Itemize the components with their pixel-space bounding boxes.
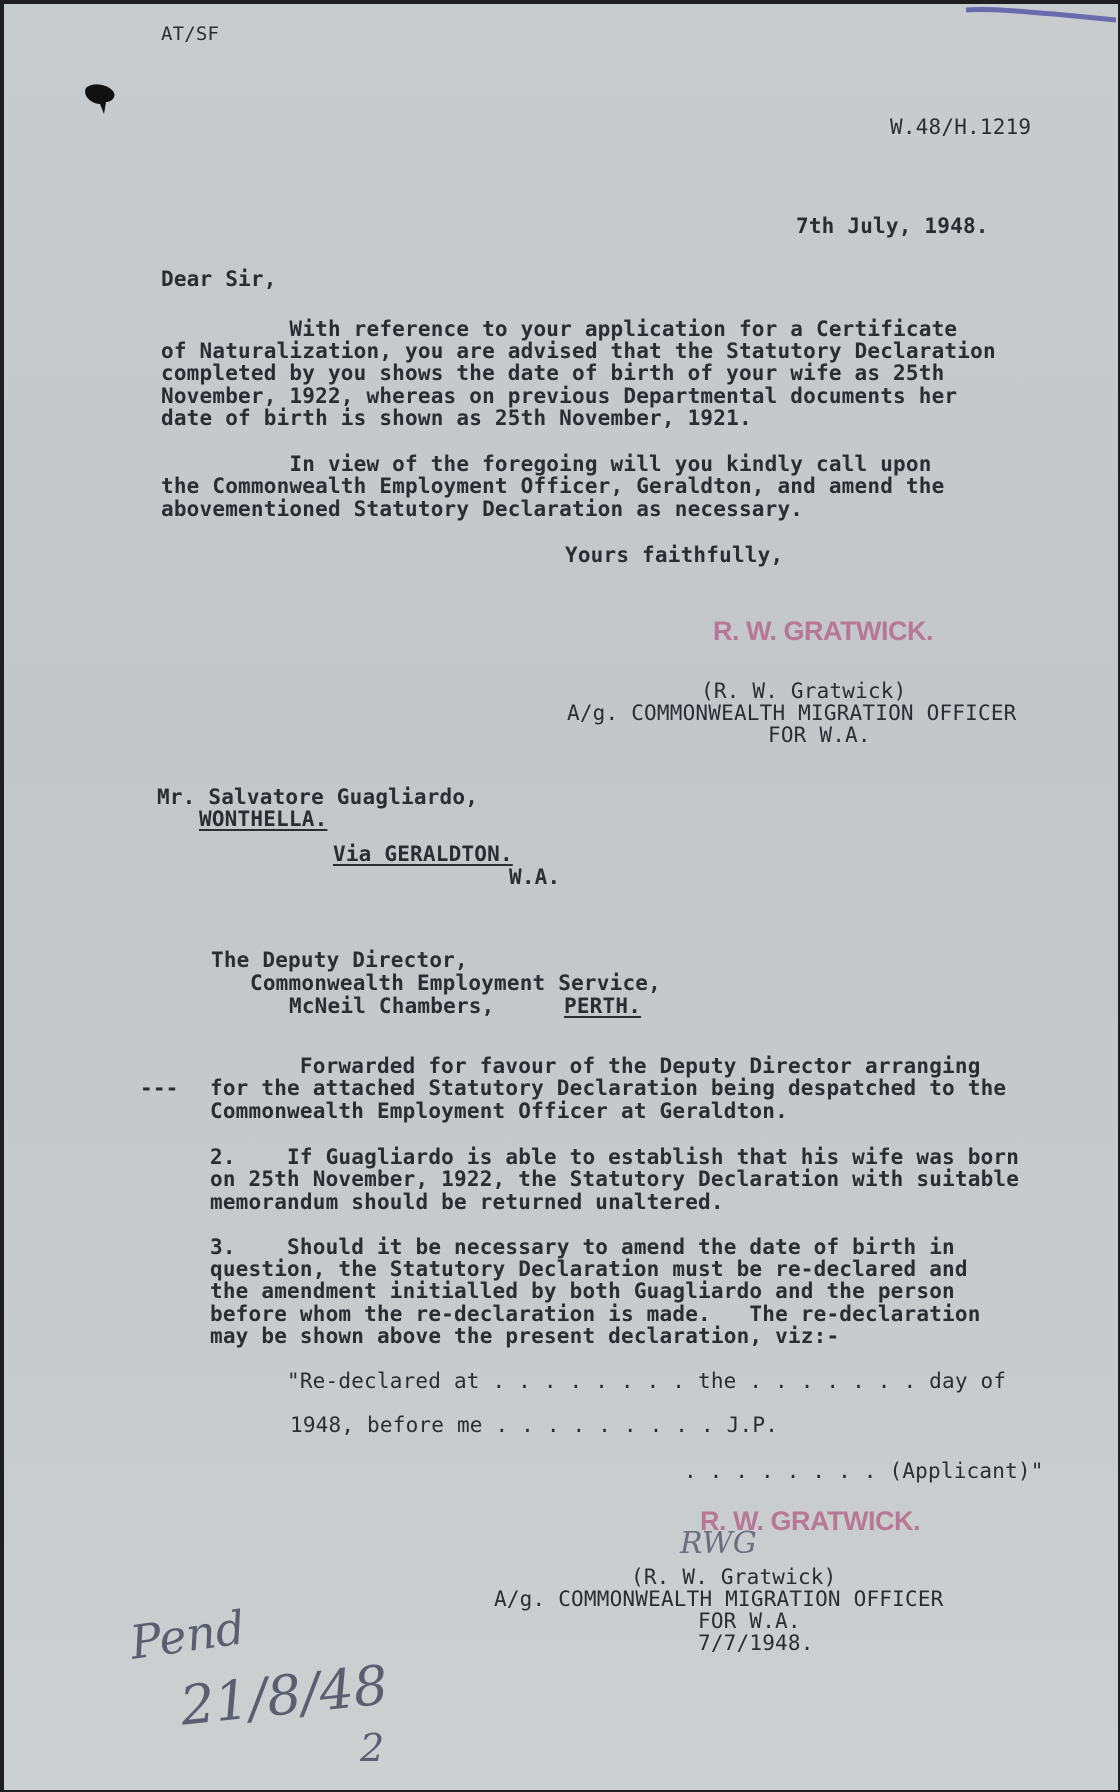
addressee-place: WONTHELLA. [199, 807, 328, 831]
redeclaration-form-line-3: . . . . . . . . (Applicant)" [684, 1459, 1044, 1483]
memo-signatory-title: A/g. COMMONWEALTH MIGRATION OFFICER [494, 1587, 944, 1611]
addressee-state: W.A. [509, 865, 561, 889]
document-page: AT/SF W.48/H.1219 7th July, 1948. Dear Sir, With reference to your application for a Certificate of Naturalization, you are advised that the Statutory Declaration completed by you shows the date of birth of your wife as 25th November, 1922, whereas on previous Departmental documents her date of birth is shown as 25th November, 1921. In view of the foregoing will you kindly call upon the Commonwealth Employment Officer, Geraldton, and amend the abovementioned Statutory Declaration as necessary. Yours faithfully, R. W. GRATWICK. (R. W. Gratwick) A/g. COMMONWEALTH MIGRATION OFFICER FOR W.A. Mr. Salvatore Guagliardo, WONTHELLA. Via GERALDTON. W.A. The Deputy Director, Commonwealth Employment Service, McNeil Chambers, PERTH. --- Forwarded for favour of the Deputy Director arranging for the attached Statutory Declaration being despatched to the Commonwealth Employment Officer at Geraldton. 2. If Guagliardo is able to establish that his wife was born on 25th November, 1922, the Statutory Declaration with suitable memorandum should be returned unaltered. 3. Should it be necessary to amend the date of birth in question, the Statutory Declaration must be re-declared and the amendment initialled by both Guagliardo and the person before whom the re-declaration is made. The re-declaration may be shown above the present declaration, viz:- "Re-declared at . . . . . . . . the . . . . . . . day of 1948, before me . . . . . . . . . J.P. . . . . . . . . (Applicant)" R. W. GRATWICK. RWG (R. W. Gratwick) A/g. COMMONWEALTH MIGRATION OFFICER FOR W.A. 7/7/1948. Pend 21/8/48 2 [4, 4, 1118, 1790]
signatory-region: FOR W.A. [768, 723, 871, 747]
memo-recipient-1: The Deputy Director, [211, 948, 468, 972]
closing: Yours faithfully, [565, 543, 784, 567]
margin-dash: --- [140, 1076, 179, 1100]
signature-stamp: R. W. GRATWICK. [713, 616, 933, 646]
memo-recipient-3: McNeil Chambers, [289, 994, 495, 1018]
memo-signatory-name: (R. W. Gratwick) [631, 1565, 837, 1589]
redeclaration-form-line-1: "Re-declared at . . . . . . . . the . . . . . . . day of [287, 1369, 1007, 1393]
typist-initials: AT/SF [161, 23, 220, 45]
signatory-name: (R. W. Gratwick) [701, 679, 907, 703]
salutation: Dear Sir, [161, 267, 277, 291]
blue-pencil-mark [964, 4, 1118, 28]
letter-date: 7th July, 1948. [796, 214, 989, 238]
redeclaration-form-line-2: 1948, before me . . . . . . . . . J.P. [290, 1413, 779, 1437]
memo-recipient-city: PERTH. [564, 994, 642, 1018]
memo-recipient-2: Commonwealth Employment Service, [250, 971, 661, 995]
addressee-via: Via GERALDTON. [333, 842, 513, 866]
addressee-name: Mr. Salvatore Guagliardo, [157, 785, 479, 809]
memo-signatory-date: 7/7/1948. [698, 1631, 814, 1655]
handwritten-annotation-2: 21/8/48 [177, 1653, 391, 1738]
memo-signature-stamp: R. W. GRATWICK. [700, 1506, 920, 1536]
handwritten-initials: RWG [680, 1526, 757, 1561]
signatory-title: A/g. COMMONWEALTH MIGRATION OFFICER [567, 701, 1017, 725]
handwritten-annotation-1: Pend [126, 1600, 249, 1670]
file-reference: W.48/H.1219 [890, 115, 1032, 139]
handwritten-annotation-3: 2 [360, 1726, 385, 1770]
ink-blot-mark [82, 82, 122, 118]
memo-signatory-region: FOR W.A. [698, 1609, 801, 1633]
